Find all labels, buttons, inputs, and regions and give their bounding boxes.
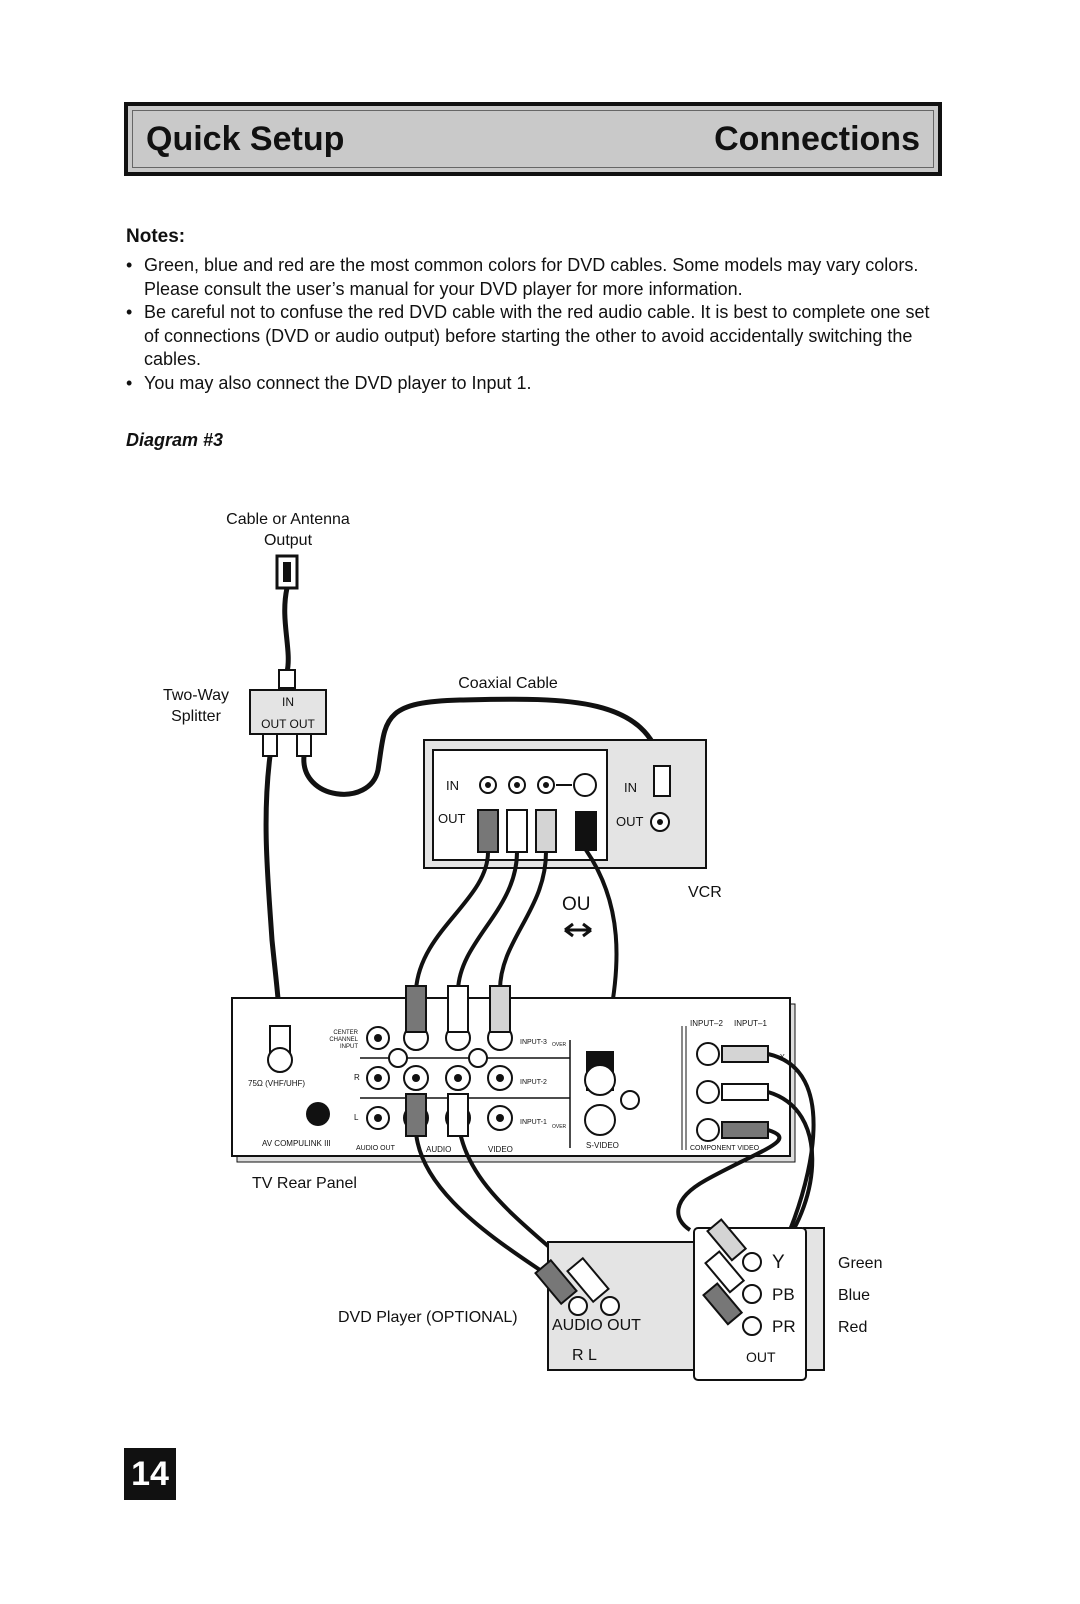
note-item: • You may also connect the DVD player to Input 1. [126, 372, 946, 396]
diagram-title: Diagram #3 [126, 430, 224, 450]
vcr-in-jack-pin [543, 782, 549, 788]
tv-audio-r-plug [490, 986, 510, 1032]
vcr-video-plug [478, 810, 498, 852]
color-green-label: Green [838, 1255, 883, 1272]
component-y-small-label: Y [780, 1054, 785, 1061]
svideo-jack-lower [585, 1105, 615, 1135]
note-item: • Be careful not to confuse the red DVD cable with the red audio cable. It is best to complete one set of connections (DVD or audio output) before starting the other to avoid accidentally switching the cables. [126, 301, 946, 372]
tv-svideo-label: S-VIDEO [586, 1141, 619, 1150]
tv-audio-out-label: AUDIO OUT [356, 1145, 395, 1152]
header-left-title: Quick Setup [146, 120, 345, 158]
tv-l-label: L [354, 1113, 359, 1122]
vcr-svideo-plug [576, 812, 596, 850]
antenna-jack [283, 562, 291, 582]
splitter-in-label: IN [282, 695, 294, 709]
splitter-out-connector-1 [263, 734, 277, 756]
vcr-in-left-label: IN [446, 778, 459, 793]
vcr-in-jack-pin [514, 782, 520, 788]
antenna-label-1: Cable or Antenna [226, 511, 350, 528]
component-pb-jack [697, 1081, 719, 1103]
dvd-audio-l-jack [601, 1297, 619, 1315]
vcr-in-right-label: IN [624, 780, 637, 795]
component-y-plug [722, 1046, 768, 1062]
input2-label: INPUT-2 [520, 1079, 547, 1086]
audio-r-cable [500, 852, 546, 990]
audio-l-cable [458, 852, 517, 990]
notes-title: Notes: [126, 226, 186, 247]
dvd-pb-label: PB [772, 1285, 795, 1304]
jack-pin [374, 1074, 382, 1082]
header-right-title: Connections [714, 120, 920, 158]
dvd-audio-r-jack [569, 1297, 587, 1315]
svideo-jack-upper [585, 1065, 615, 1095]
component-pb-plug [722, 1084, 768, 1100]
component-pr-plug [722, 1122, 768, 1138]
component-video-label: COMPONENT VIDEO [690, 1145, 760, 1152]
splitter-out-connector-2 [297, 734, 311, 756]
vcr-in-jack-pin [485, 782, 491, 788]
dvd-out-label: OUT [746, 1349, 776, 1365]
splitter-in-connector [279, 670, 295, 688]
panel-screw [621, 1091, 639, 1109]
over-label-2: OVER [552, 1124, 567, 1130]
tv-r-label: R [354, 1073, 360, 1082]
tv-antenna-cable [266, 756, 280, 1030]
page-number: 14 [124, 1448, 176, 1500]
vcr-svideo-in-jack [574, 774, 596, 796]
dvd-audio-out-label: AUDIO OUT [552, 1317, 641, 1334]
color-blue-label: Blue [838, 1287, 871, 1304]
splitter-label-1: Two-Way [162, 687, 230, 704]
vcr-out-right-label: OUT [616, 814, 644, 829]
tv-vhf-uhf-label: 75Ω (VHF/UHF) [248, 1079, 306, 1088]
tv-audio-l-plug [448, 986, 468, 1032]
vcr-ant-in-connector [654, 766, 670, 796]
vcr-audio-r-plug [536, 810, 556, 852]
center-label-2: CHANNEL [329, 1037, 358, 1043]
video-cable [416, 852, 488, 990]
vcr-ant-out-pin [657, 819, 663, 825]
dvd-pr-label: PR [772, 1317, 796, 1336]
tv-video-label: VIDEO [488, 1145, 513, 1154]
input1-label: INPUT-1 [520, 1119, 547, 1126]
dvd-y-label: Y [772, 1252, 785, 1273]
color-red-label: Red [838, 1319, 868, 1336]
jack-pin [374, 1034, 382, 1042]
panel-screw [469, 1049, 487, 1067]
center-label-3: INPUT [340, 1044, 358, 1050]
jack-pin [412, 1074, 420, 1082]
note-item: • Green, blue and red are the most common colors for DVD cables. Some models may vary colors. Please consult the user’s manual for your DVD player for more information. [126, 254, 946, 301]
antenna-label-2: Output [263, 532, 313, 549]
component-pr-jack [697, 1119, 719, 1141]
tv-rear-panel-label: TV Rear Panel [252, 1175, 357, 1192]
antenna-cable [285, 588, 289, 672]
input2-top-label: INPUT–2 [690, 1019, 723, 1028]
dvd-audio-l-tv-plug [448, 1094, 468, 1136]
tv-ant-jack [268, 1048, 292, 1072]
dvd-pb-jack [743, 1285, 761, 1303]
input3-label: INPUT-3 [520, 1039, 547, 1046]
dvd-player-label: DVD Player (OPTIONAL) [338, 1309, 518, 1326]
center-label-1: CENTER [333, 1030, 358, 1036]
dvd-r-l-label: R L [572, 1347, 597, 1364]
av-compulink-label: AV COMPULINK III [262, 1139, 331, 1148]
vcr-label: VCR [688, 884, 722, 901]
splitter-label-2: Splitter [171, 708, 221, 725]
over-label-1: OVER [552, 1042, 567, 1048]
dvd-audio-r-tv-plug [406, 1094, 426, 1136]
vcr-audio-l-plug [507, 810, 527, 852]
component-y-jack [697, 1043, 719, 1065]
vcr-out-left-label: OUT [438, 811, 466, 826]
ou-label: OU [562, 894, 591, 915]
tv-video-plug [406, 986, 426, 1032]
jack-pin [496, 1114, 504, 1122]
jack-pin [454, 1074, 462, 1082]
dvd-y-jack [743, 1253, 761, 1271]
dvd-pr-jack [743, 1317, 761, 1335]
jack-pin [374, 1114, 382, 1122]
double-arrow-icon [565, 924, 591, 936]
jack-pin [496, 1074, 504, 1082]
av-compulink-jack [306, 1102, 330, 1126]
tv-audio-label: AUDIO [426, 1145, 452, 1154]
panel-screw [389, 1049, 407, 1067]
input1-top-label: INPUT–1 [734, 1019, 767, 1028]
splitter-out-label: OUT OUT [261, 717, 315, 731]
coax-label: Coaxial Cable [458, 675, 558, 692]
